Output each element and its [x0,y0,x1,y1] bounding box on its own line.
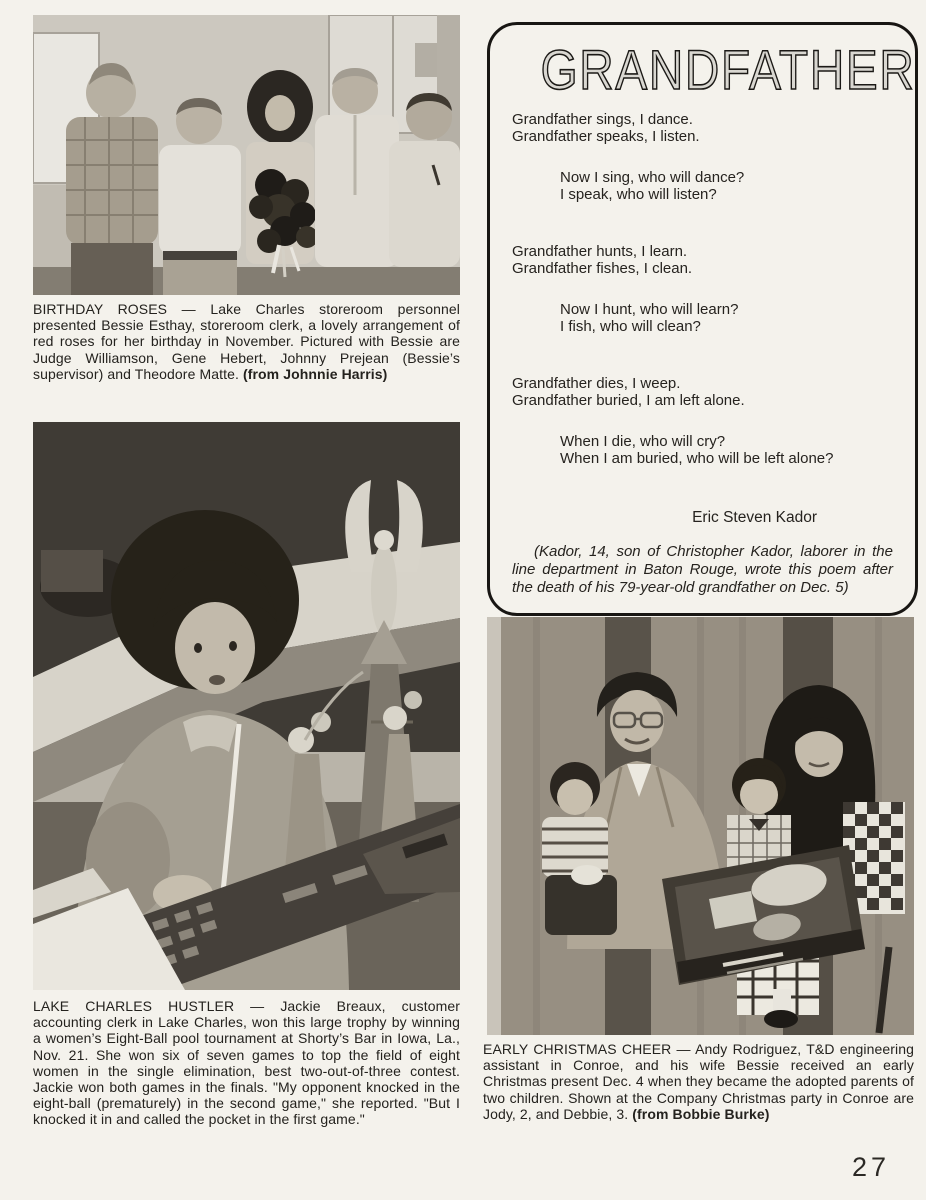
poem-line: When I am buried, who will be left alone? [560,450,834,467]
poem-attribution: Eric Steven Kador [692,509,817,526]
poem-line: I speak, who will listen? [560,186,717,203]
pool-hustler-illustration [33,422,460,990]
birthday-roses-photo [33,15,460,295]
birthday-roses-caption-body: BIRTHDAY ROSES — Lake Charles storeroom personnel presented Bessie Esthay, storeroom clerk, a lovely arrangement of red roses for her birthday in November. Pictured with Bessie are Judge Williamson, Gene Hebert, Johnny Prejean (Bessie’s supervisor) and Theodore Matte. [33,301,460,382]
grandfather-poem [512,111,893,467]
birthday-roses-caption-credit: (from Johnnie Harris) [242,365,388,382]
poem-line: Grandfather fishes, I clean. [512,260,693,277]
christmas-caption-body: EARLY CHRISTMAS CHEER — Andy Rodriguez, T&D engineering assistant in Conroe, and his wife Bessie received an early Christmas present Dec. 4 when they became the adopted parents of two children. Shown at the Company Christmas party in Conroe are Jody, 2, and Debbie, 3. [483,1041,914,1122]
birthday-roses-illustration [33,15,460,295]
poem-stanza [512,375,893,409]
poem-line: Grandfather dies, I weep. [512,375,681,392]
poem-editor-note: (Kador, 14, son of Christopher Kador, laborer in the line department in Baton Rouge, wrote this poem after the death of his 79-year-old grandfather on Dec. 5) [512,543,893,596]
grandfather-title: GRANDFATHER [540,38,916,101]
poem-stanza [512,301,893,335]
poem-line: Now I sing, who will dance? [560,169,745,186]
poem-line: Now I hunt, who will learn? [560,301,739,318]
pool-hustler-photo [33,422,460,990]
pool-hustler-caption-body: LAKE CHARLES HUSTLER — Jackie Breaux, customer accounting clerk in Lake Charles, won this large trophy by winning a women’s Eight-Ball pool tournament at Shorty’s Bar in Iowa, La., Nov. 21. She won six of seven games to top the field of eight women in the single elimination, best two-out-of-three contest. Jackie won both games in the finals. "My opponent knocked in the eight-ball (prematurely) in the second game," she reported. "But I knocked it in and called the pocket in the first game." [33,998,460,1128]
christmas-family-illustration [487,617,914,1035]
poem-line: Grandfather speaks, I listen. [512,128,700,145]
christmas-family-photo [487,617,914,1035]
poem-stanza [512,433,893,467]
birthday-roses-caption [33,301,460,382]
poem-line: Grandfather sings, I dance. [512,111,693,128]
grandfather-poem-box [487,22,918,616]
woman-with-bouquet [246,70,318,277]
page-number: 27 [852,1152,891,1182]
poem-line: I fish, who will clean? [560,318,701,335]
poem-line: Grandfather hunts, I learn. [512,243,688,260]
poem-line: When I die, who will cry? [560,433,726,450]
poem-line: Grandfather buried, I am left alone. [512,392,745,409]
pool-hustler-caption [33,998,460,1128]
poem-stanza [512,243,893,277]
christmas-caption [483,1041,914,1122]
poem-stanza [512,169,893,203]
christmas-caption-credit: (from Bobbie Burke) [632,1105,770,1122]
poem-stanza [512,111,893,145]
